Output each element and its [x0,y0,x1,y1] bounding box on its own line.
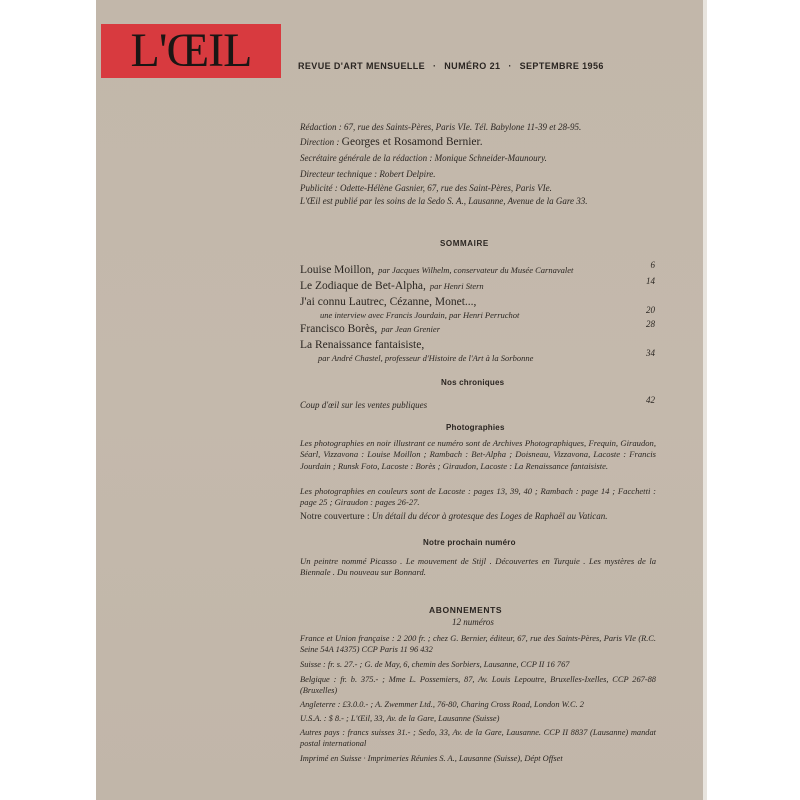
credit-publication: L'Œil est publié par les soins de la Sedo S. A., Lausanne, Avenue de la Gare 33. [300,196,588,206]
toc-item-sub [300,348,655,366]
toc-page: 28 [646,319,655,329]
imprime-line: Imprimé en Suisse · Imprimeries Réunies S. A., Lausanne (Suisse), Dépt Offset [300,754,563,763]
couverture-text: Un détail du décor à grotesque des Loges de Raphaël au Vatican. [371,511,608,521]
chronique-title: Coup d'œil sur les ventes publiques [300,400,428,410]
abonnement-belgique: Belgique : fr. b. 375.- ; Mme L. Possemiers, 87, Av. Louis Lepoutre, Bruxelles-Ixelles, CCP 267-88 (Bruxelles) [300,675,656,696]
credit-directeur: Directeur technique : Robert Delpire. [300,169,436,179]
masthead-line [298,61,604,71]
credit-direction-label: Direction : [300,137,340,147]
toc-page: 6 [650,260,655,270]
logo-text: L'ŒIL [130,24,252,77]
logo [101,24,281,78]
toc-title: La Renaissance fantaisiste, [300,339,425,351]
abonnements-subheading: 12 numéros [452,617,494,627]
credit-publicite: Publicité : Odette-Hélène Gasnier, 67, rue des Saint-Pères, Paris VIe. [300,183,552,193]
toc-page: 20 [646,305,655,315]
couverture-line [300,511,608,523]
page-edge [703,0,707,800]
toc-title: J'ai connu Lautrec, Cézanne, Monet..., [300,296,477,308]
separator: · [432,61,437,71]
credit-secretaire: Secrétaire générale de la rédaction : Monique Schneider-Maunoury. [300,153,547,163]
chroniques-heading: Nos chroniques [441,378,505,387]
toc-title: Louise Moillon, [300,264,375,276]
abonnement-autres: Autres pays : francs suisses 31.- ; Sedo, 33, Av. de la Gare, Lausanne. CCP II 8837 (Lausanne) mandat postal international [300,728,656,749]
chronique-page: 42 [646,395,655,405]
chronique-item [300,395,655,413]
toc-title: Francisco Borès, [300,323,378,335]
photographies-heading: Photographies [446,423,505,432]
prochain-text: Un peintre nommé Picasso . Le mouvement de Stijl . Découvertes en Turquie . Les mystères de la Biennale . Du nouveau sur Bonnard. [300,556,656,578]
toc-page: 14 [646,276,655,286]
toc-author: par Henri Stern [429,281,484,291]
credit-redaction: Rédaction : 67, rue des Saints-Pères, Paris VIe. Tél. Babylone 11-39 et 28-95. [300,122,582,132]
couverture-label: Notre couverture : [300,512,370,522]
toc-author: par André Chastel, professeur d'Histoire de l'Art à la Sorbonne [318,353,534,363]
sommaire-heading: SOMMAIRE [440,239,489,248]
magazine-subtitle: REVUE D'ART MENSUELLE [298,61,426,71]
prochain-heading: Notre prochain numéro [423,538,516,547]
photo-credits-color: Les photographies en couleurs sont de Lacoste : pages 13, 39, 40 ; Rambach : page 14 ; Facchetti : page 25 ; Giraudon : pages 26-27. [300,486,656,508]
abonnement-angleterre: Angleterre : £3.0.0.- ; A. Zwemmer Ltd., 76-80, Charing Cross Road, London W.C. 2 [300,700,584,709]
credit-direction-names: Georges et Rosamond Bernier. [341,136,483,148]
abonnement-france: France et Union française : 2 200 fr. ; chez G. Bernier, éditeur, 67, rue des Saints-Pères, Paris VIe (R.C. Seine 54A 14375) CCP Paris 11 96 432 [300,634,656,655]
photo-credits-bw: Les photographies en noir illustrant ce numéro sont de Archives Photographiques, Frequin, Giraudon, Séarl, Vizzavona : Louise Moillon ; Rambach : Bet-Alpha ; Doisneau, Vizzavona, Lacoste : Francis Jourdain ; Runsk Foto, Lacoste : Borès ; Giraudon, Lacoste : La Renaissance fantaisiste. [300,438,656,471]
issue-date: SEPTEMBRE 1956 [519,61,604,71]
abonnement-suisse: Suisse : fr. s. 27.- ; G. de May, 6, chemin des Sorbiers, Lausanne, CCP II 16 767 [300,660,570,669]
credit-direction [300,137,483,148]
toc-author: une interview avec Francis Jourdain, par Henri Perruchot [320,310,520,320]
toc-title: Le Zodiaque de Bet-Alpha, [300,280,426,292]
toc-page: 34 [646,348,655,358]
toc-author: par Jacques Wilhelm, conservateur du Musée Carnavalet [378,265,574,275]
abonnements-heading: ABONNEMENTS [429,605,503,615]
issue-number: NUMÉRO 21 [444,61,501,71]
abonnement-usa: U.S.A. : $ 8.- ; L'Œil, 33, Av. de la Gare, Lausanne (Suisse) [300,714,500,723]
toc-author: par Jean Grenier [381,324,440,334]
separator: · [508,61,512,71]
